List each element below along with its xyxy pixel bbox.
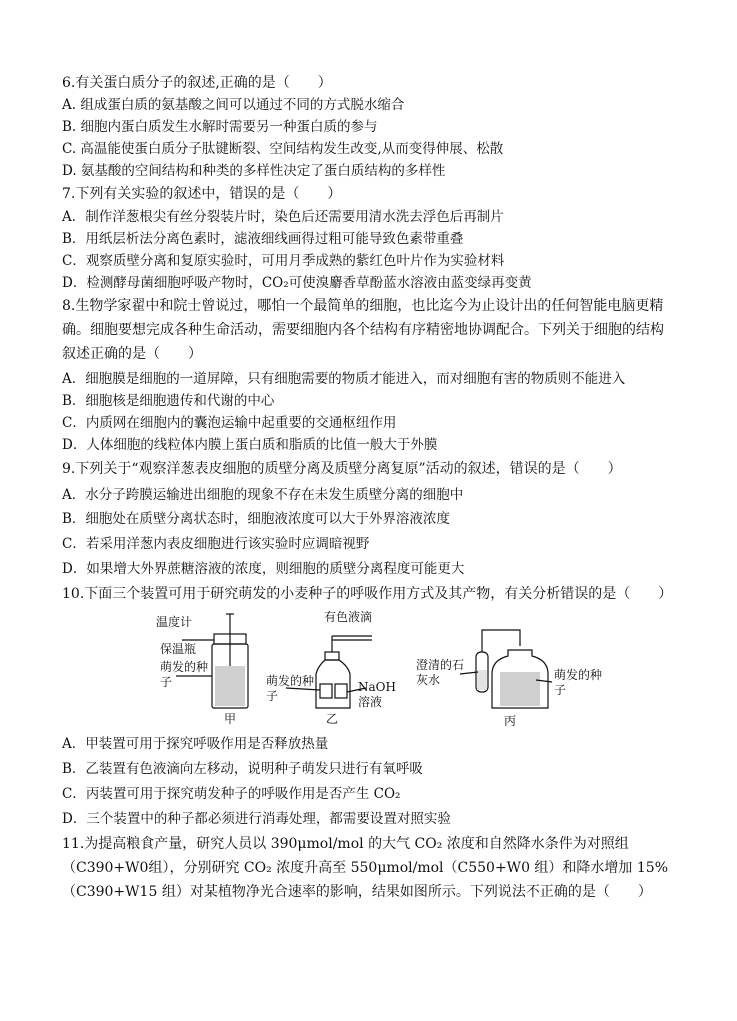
q9-option-a: A．水分子跨膜运输进出细胞的现象不存在未发生质壁分离的细胞中 xyxy=(62,487,464,503)
q8-option-d: D．人体细胞的线粒体内膜上蛋白质和脂质的比值一般大于外膜 xyxy=(62,437,438,453)
label-limewater: 澄清的石灰水 xyxy=(416,658,465,687)
seed-fill-bing xyxy=(500,672,540,706)
q6-option-a: A. 组成蛋白质的氨基酸之间可以通过不同的方式脱水缩合 xyxy=(62,97,405,113)
q7-option-a: A．制作洋葱根尖有丝分裂装片时，染色后还需要用清水洗去浮色后再制片 xyxy=(62,209,504,225)
label-seeds-bing: 萌发的种子 xyxy=(554,668,603,697)
q9-option-c: C．若采用洋葱内表皮细胞进行该实验时应调暗视野 xyxy=(62,536,370,552)
caption-jia: 甲 xyxy=(224,712,237,726)
q9-stem: 9.下列关于“观察洋葱表皮细胞的质壁分离及质壁分离复原”活动的叙述，错误的是（ ） xyxy=(62,461,622,477)
q11-stem: 11.为提高粮食产量，研究人员以 390μmol/mol 的大气 CO₂ 浓度和自然降水条件为对照组（C390+W0组），分别研究 CO₂ 浓度升高至 550μmol/mol（C550+W0 组）和降水增加 15%（C390+W15 组）对某植物净光合速率的影响，结果如图所示。下列说法不正确的是（ ） xyxy=(62,836,668,900)
label-thermometer: 温度计 xyxy=(156,615,193,629)
naoh-beaker xyxy=(335,684,347,698)
bing-connect xyxy=(482,630,520,652)
caption-yi: 乙 xyxy=(326,712,339,726)
q8-option-b: B．细胞核是细胞遗传和代谢的中心 xyxy=(62,393,275,409)
q7-stem: 7.下列有关实验的叙述中，错误的是（ ） xyxy=(62,186,342,202)
q10-stem: 10.下面三个装置可用于研究萌发的小麦种子的呼吸作用方式及其产物，有关分析错误的是（ ） xyxy=(62,586,673,602)
q9-option-b: B．细胞处在质壁分离状态时，细胞液浓度可以大于外界溶液浓度 xyxy=(62,511,450,527)
label-seeds-jia: 萌发的种子 xyxy=(160,660,209,689)
yi-stopper xyxy=(325,652,339,660)
seed-fill-jia xyxy=(215,666,245,706)
q6-stem: 6.有关蛋白质分子的叙述,正确的是（ ） xyxy=(62,75,332,91)
caption-bing: 丙 xyxy=(504,714,517,728)
q9-option-d: D．如果增大外界蔗糖溶液的浓度，则细胞的质壁分离程度可能更大 xyxy=(62,561,465,577)
apparatus-diagram xyxy=(120,608,620,738)
q7-option-c: C．观察质壁分离和复原实验时，可用月季成熟的紫红色叶片作为实验材料 xyxy=(62,253,505,269)
q10-option-b: B．乙装置有色液滴向左移动，说明种子萌发只进行有氧呼吸 xyxy=(62,761,423,777)
apparatus-bing xyxy=(460,630,552,708)
q6-option-d: D. 氨基酸的空间结构和种类的多样性决定了蛋白质结构的多样性 xyxy=(62,163,446,179)
label-seeds-yi: 萌发的种子 xyxy=(266,674,315,703)
label-droplet: 有色液滴 xyxy=(324,610,373,624)
q8-stem: 8.生物学家翟中和院士曾说过，哪怕一个最简单的细胞，也比迄今为止设计出的任何智能电脑更精确。细胞要想完成各种生命活动，需要细胞内各个结构有序精密地协调配合。下列关于细胞的结构叙述正确的是（ ） xyxy=(62,298,664,362)
q7-option-b: B．用纸层析法分离色素时，滤液细线画得过粗可能导致色素带重叠 xyxy=(62,231,464,247)
q10-option-c: C．丙装置可用于探究萌发种子的呼吸作用是否产生 CO₂ xyxy=(62,786,401,802)
label-naoh: NaOH溶液 xyxy=(358,680,396,709)
q6-option-b: B. 细胞内蛋白质发生水解时需要另一种蛋白质的参与 xyxy=(62,119,378,135)
q8-option-a: A．细胞膜是细胞的一道屏障，只有细胞需要的物质才能进入，而对细胞有害的物质则不能进入 xyxy=(62,371,626,387)
q7-option-d: D．检测酵母菌细胞呼吸产物时，CO₂可使溴麝香草酚蓝水溶液由蓝变绿再变黄 xyxy=(62,275,532,291)
q6-option-c: C. 高温能使蛋白质分子肽键断裂、空间结构发生改变,从而变得伸展、松散 xyxy=(62,141,504,157)
label-thermos: 保温瓶 xyxy=(160,642,197,656)
q10-option-a: A．甲装置可用于探究呼吸作用是否释放热量 xyxy=(62,736,329,752)
q10-option-d: D．三个装置中的种子都必须进行消毒处理，都需要设置对照实验 xyxy=(62,811,451,827)
seed-box xyxy=(320,684,332,698)
q8-option-c: C．内质网在细胞内的囊泡运输中起重要的交通枢纽作用 xyxy=(62,415,397,431)
